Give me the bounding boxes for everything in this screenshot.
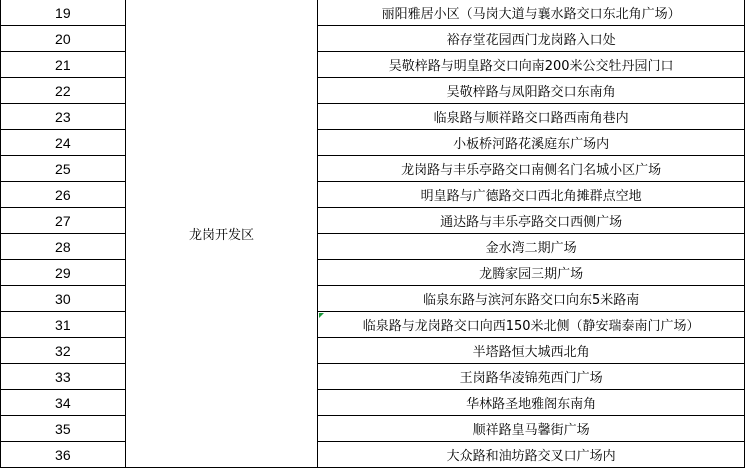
table-row [1, 260, 745, 286]
location-cell: 顺祥路皇马馨街广场 [318, 416, 745, 442]
location-cell: 丽阳雅居小区（马岗大道与襄水路交口东北角广场） [318, 0, 745, 26]
location-cell: 龙腾家园三期广场 [318, 260, 745, 286]
table-row [1, 390, 745, 416]
location-cell: 龙岗路与丰乐亭路交口南侧名门名城小区广场 [318, 156, 745, 182]
table-row [1, 416, 745, 442]
district-name: 龙岗开发区 [125, 0, 318, 468]
location-cell: 吴敬梓路与明皇路交口向南200米公交牡丹园门口 [318, 52, 745, 78]
row-number: 34 [1, 390, 126, 416]
table-row [1, 156, 745, 182]
row-number: 29 [1, 260, 126, 286]
row-number: 32 [1, 338, 126, 364]
row-number: 28 [1, 234, 126, 260]
row-number: 19 [1, 0, 126, 26]
row-number: 24 [1, 130, 126, 156]
table-row [1, 130, 745, 156]
row-number: 27 [1, 208, 126, 234]
location-cell: 明皇路与广德路交口西北角摊群点空地 [318, 182, 745, 208]
table-row [1, 442, 745, 468]
row-number: 31 [1, 312, 126, 338]
row-number: 21 [1, 52, 126, 78]
row-number: 23 [1, 104, 126, 130]
table-body [1, 0, 745, 468]
table-row [1, 182, 745, 208]
table-row [1, 78, 745, 104]
cell-marker [319, 313, 324, 318]
table-row [1, 26, 745, 52]
table-row [1, 286, 745, 312]
location-cell: 临泉路与龙岗路交口向西150米北侧（静安瑞泰南门广场） [318, 312, 745, 338]
table-row [1, 338, 745, 364]
location-cell: 金水湾二期广场 [318, 234, 745, 260]
row-number: 22 [1, 78, 126, 104]
location-cell: 吴敬梓路与凤阳路交口东南角 [318, 78, 745, 104]
row-number: 30 [1, 286, 126, 312]
location-cell: 通达路与丰乐亭路交口西侧广场 [318, 208, 745, 234]
row-number: 26 [1, 182, 126, 208]
row-number: 33 [1, 364, 126, 390]
location-cell: 华林路圣地雅阁东南角 [318, 390, 745, 416]
table-row [1, 208, 745, 234]
location-cell: 临泉路与顺祥路交口路西南角巷内 [318, 104, 745, 130]
location-cell: 王岗路华凌锦苑西门广场 [318, 364, 745, 390]
table-row [1, 312, 745, 338]
row-number: 36 [1, 442, 126, 468]
location-cell: 临泉东路与滨河东路交口向东5米路南 [318, 286, 745, 312]
location-cell: 大众路和油坊路交叉口广场内 [318, 442, 745, 468]
table-row [1, 52, 745, 78]
row-number: 25 [1, 156, 126, 182]
location-cell: 半塔路恒大城西北角 [318, 338, 745, 364]
location-cell: 裕存堂花园西门龙岗路入口处 [318, 26, 745, 52]
table-row [1, 234, 745, 260]
table-row [1, 0, 745, 26]
row-number: 35 [1, 416, 126, 442]
row-number: 20 [1, 26, 126, 52]
location-cell: 小板桥河路花溪庭东广场内 [318, 130, 745, 156]
table-row [1, 104, 745, 130]
table-row [1, 364, 745, 390]
